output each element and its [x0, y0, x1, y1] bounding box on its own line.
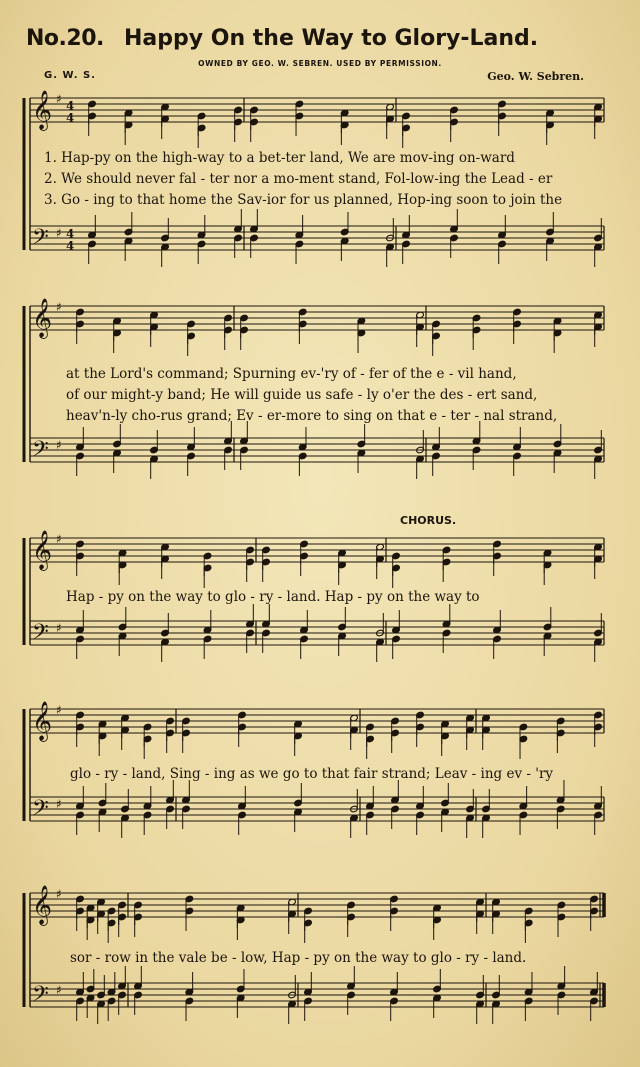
sharp-key-signature: ♯ [56, 438, 62, 452]
time-signature: 4 [66, 111, 75, 125]
lyricist-initials: G. W. S. [44, 70, 96, 81]
sharp-key-signature: ♯ [56, 703, 62, 717]
bass-clef-icon: 𝄢 [32, 225, 49, 255]
ownership-notice: OWNED BY GEO. W. SEBREN. USED BY PERMISSION. [198, 59, 442, 68]
treble-clef-icon: 𝄞 [32, 701, 53, 741]
chorus-label: CHORUS. [400, 514, 457, 527]
verse-2-line-1: 2. We should never fal - ter nor a mo-ment stand, Fol-low-ing the Lead - er [44, 171, 553, 187]
sharp-key-signature: ♯ [56, 92, 62, 106]
verse-3-line-1: 3. Go - ing to that home the Sav-ior for us planned, Hop-ing soon to join the [44, 192, 563, 208]
sharp-key-signature: ♯ [56, 621, 62, 635]
hymn-title: Happy On the Way to Glory-Land. [124, 26, 539, 51]
chorus-line-1: Hap - py on the way to glo - ry - land. Hap - py on the way to [66, 589, 480, 605]
sharp-key-signature: ♯ [56, 300, 62, 314]
verse-2-line-2: of our might-y band; He will guide us safe - ly o'er the des - ert sand, [66, 387, 538, 403]
composer-name: Geo. W. Sebren. [487, 70, 584, 83]
treble-clef-icon: 𝄞 [32, 885, 53, 925]
treble-clef-icon: 𝄞 [32, 90, 53, 130]
sharp-key-signature: ♯ [56, 532, 62, 546]
time-signature: 4 [66, 99, 75, 113]
verse-1-line-2: at the Lord's command; Spurning ev-'ry of - fer of the e - vil hand, [66, 366, 517, 382]
bass-clef-icon: 𝄢 [32, 796, 49, 826]
sharp-key-signature: ♯ [56, 983, 62, 997]
time-signature: 4 [66, 227, 75, 241]
chorus-line-2: glo - ry - land, Sing - ing as we go to that fair strand; Leav - ing ev - 'ry [70, 766, 554, 782]
sharp-key-signature: ♯ [56, 887, 62, 901]
verse-3-line-2: heav'n-ly cho-rus grand; Ev - er-more to sing on that e - ter - nal strand, [66, 408, 558, 424]
bass-clef-icon: 𝄢 [32, 437, 49, 467]
time-signature: 4 [66, 239, 75, 253]
verse-1-line-1: 1. Hap-py on the high-way to a bet-ter land, We are mov-ing on-ward [44, 150, 515, 166]
chorus-line-3: sor - row in the vale be - low, Hap - py on the way to glo - ry - land. [70, 950, 527, 966]
hymn-number: No.20. [26, 26, 104, 51]
bass-clef-icon: 𝄢 [32, 620, 49, 650]
treble-clef-icon: 𝄞 [32, 298, 53, 338]
bass-clef-icon: 𝄢 [32, 982, 49, 1012]
treble-clef-icon: 𝄞 [32, 530, 53, 570]
sharp-key-signature: ♯ [56, 226, 62, 240]
sharp-key-signature: ♯ [56, 797, 62, 811]
